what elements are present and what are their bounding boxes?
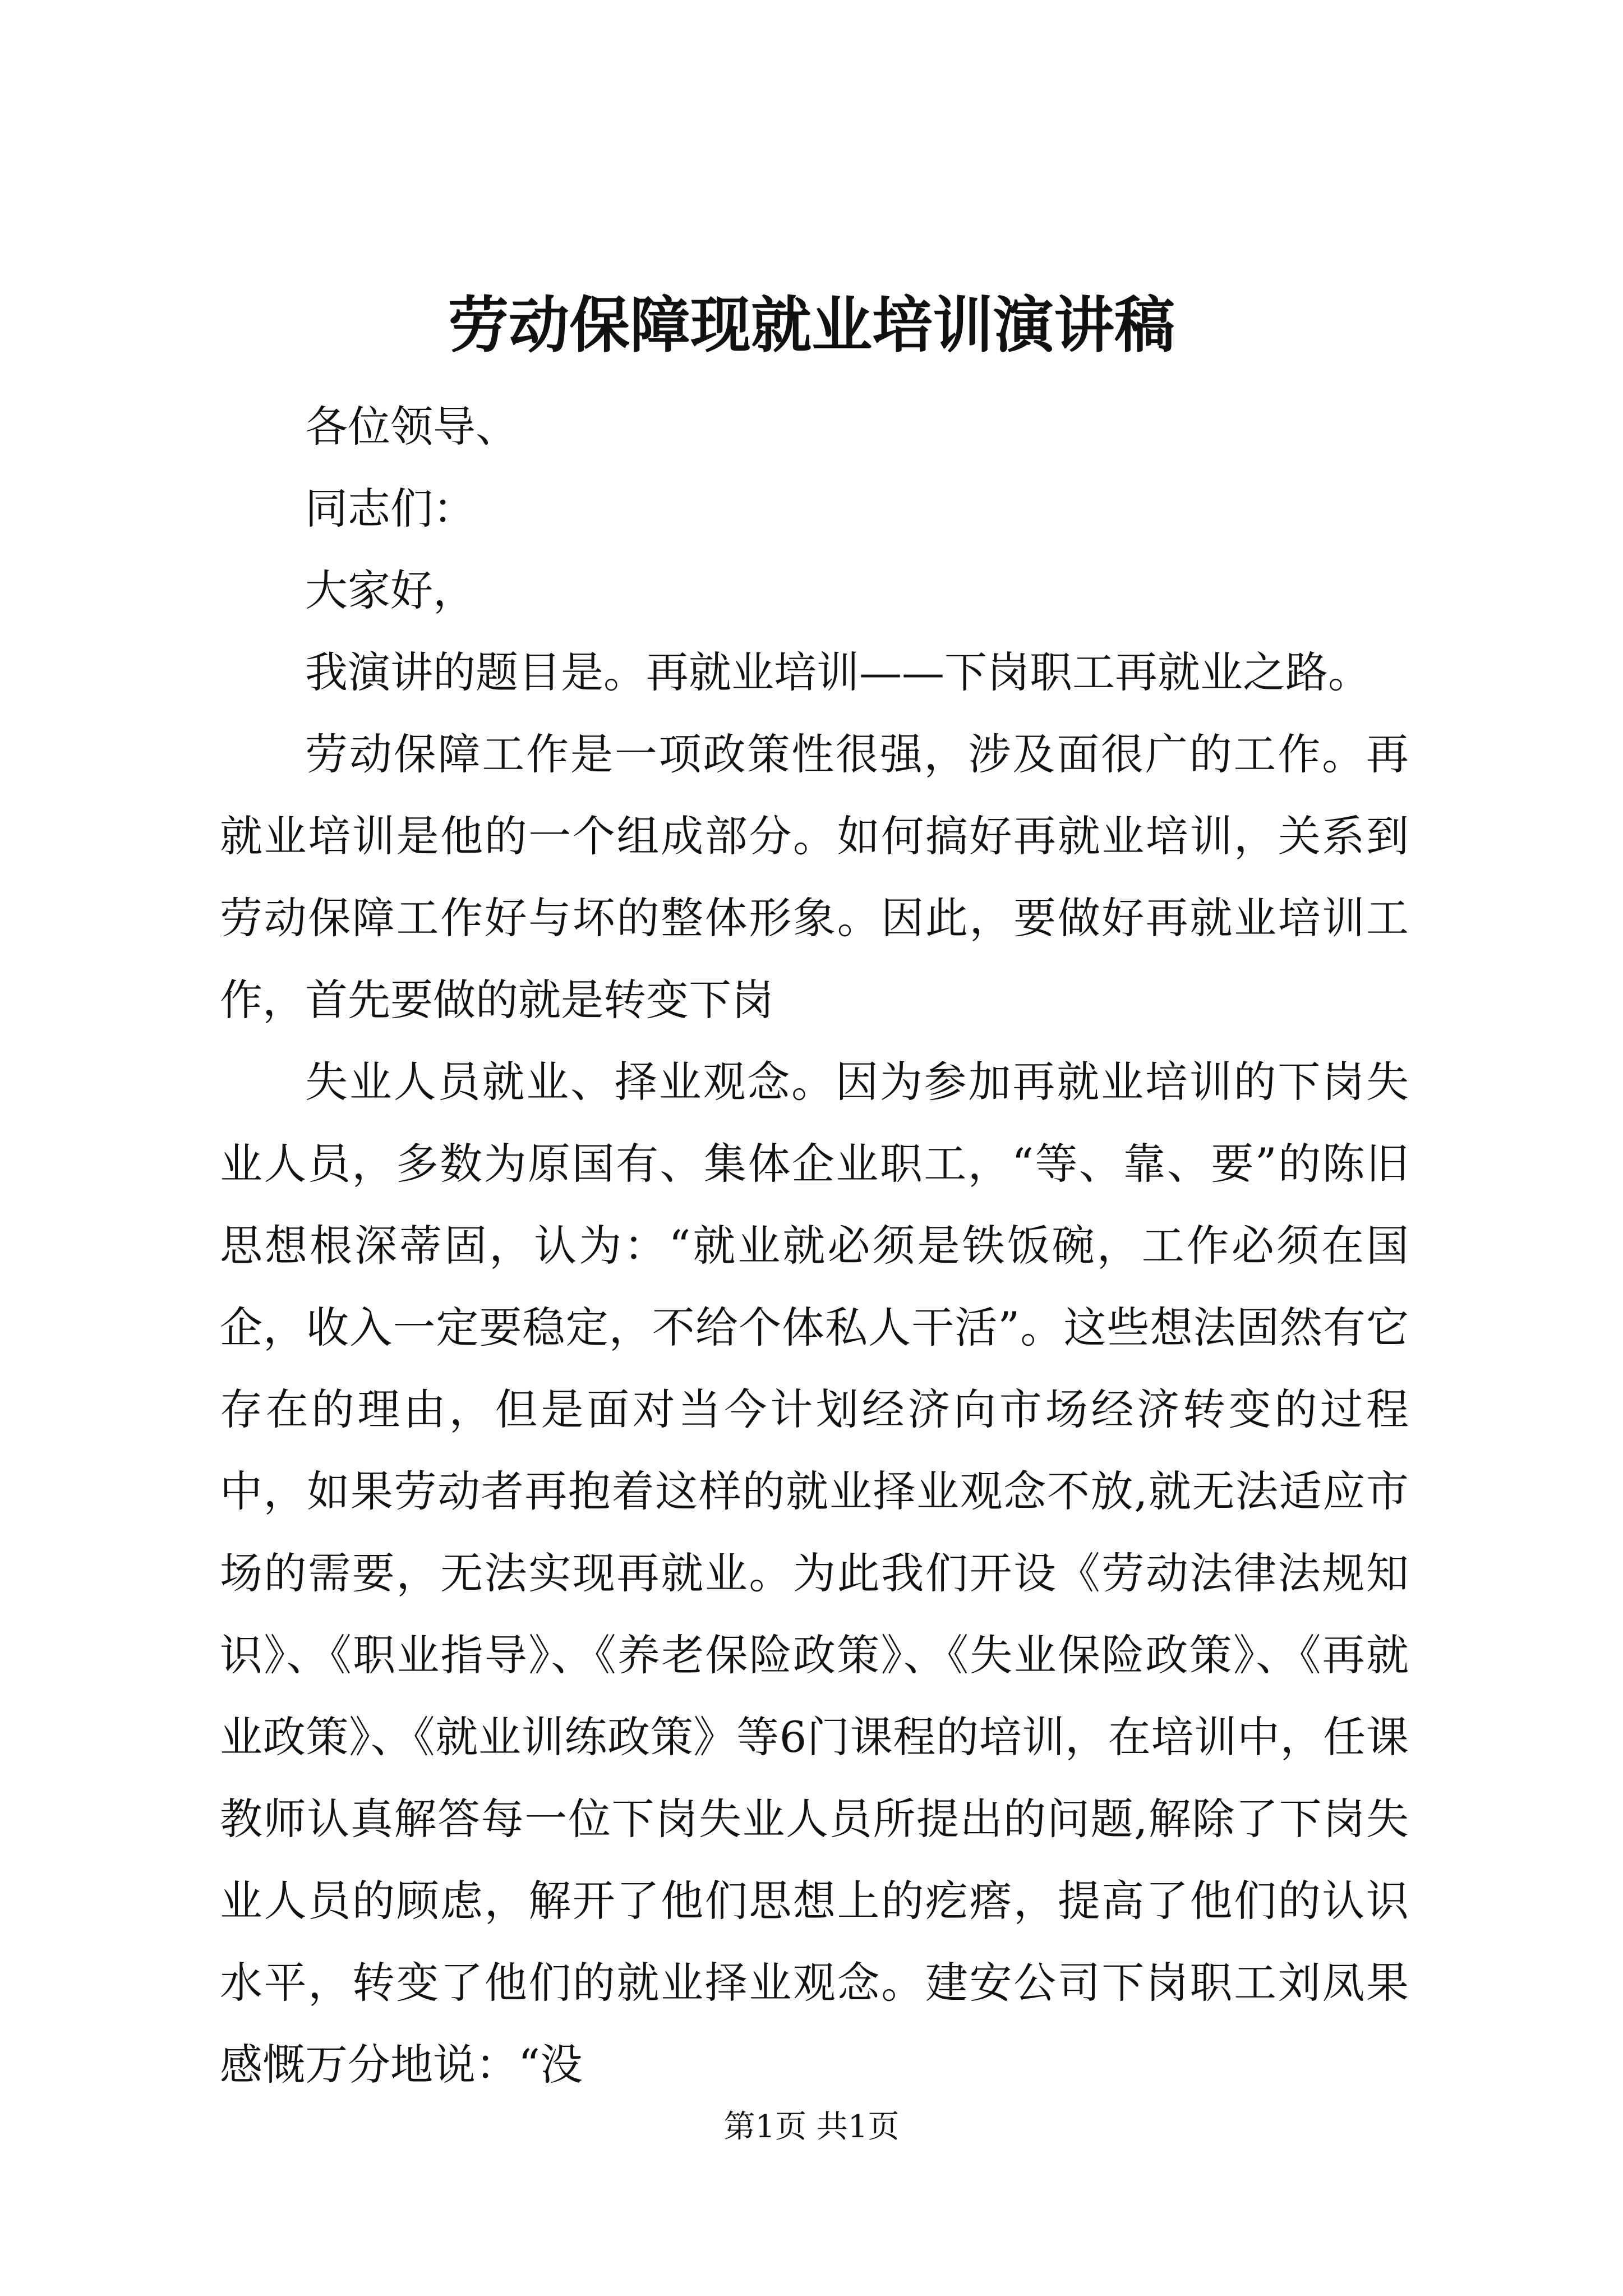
paragraph-labor-security-intro: 劳动保障工作是一项政策性很强，涉及面很广的工作。再就业培训是他的一个组成部分。如何搞好再就业培训，关系到劳动保障工作好与坏的整体形象。因此，要做好再就业培训工作，首先要做的就是转变下岗 [220,729,1409,1025]
paragraph-speech-topic: 我演讲的题目是。再就业培训——下岗职工再就业之路。 [305,647,1371,697]
paragraph-employment-concepts: 失业人员就业、择业观念。因为参加再就业培训的下岗失业人员，多数为原国有、集体企业职工，“等、靠、要”的陈旧思想根深蒂固，认为：“就业就必须是铁饭碗，工作必须在国企，收入一定要稳定，不给个体私人干活”。这些想法固然有它存在的理由，但是面对当今计划经济向市场经济转变的过程中，如果劳动者再抱着这样的就业择业观念不放,就无法适应市场的需要，无法实现再就业。为此我们开设《劳动法律法规知识》、《职业指导》、《养老保险政策》、《失业保险政策》、《再就业政策》、《就业训练政策》等6门课程的培训，在培训中，任课教师认真解答每一位下岗失业人员所提出的问题,解除了下岗失业人员的顾虑，解开了他们思想上的疙瘩，提高了他们的认识水平，转变了他们的就业择业观念。建安公司下岗职工刘凤果感慨万分地说：“没 [220,1057,1409,2090]
paragraph-salutation-comrades: 同志们： [305,484,476,533]
document-body [220,386,1409,2106]
paragraph-salutation-leaders: 各位领导、 [305,402,518,452]
document-title: 劳动保障现就业培训演讲稿 [448,290,1175,361]
page-footer: 第1页 共1页 [723,2109,900,2145]
paragraph-greeting: 大家好， [305,565,476,615]
